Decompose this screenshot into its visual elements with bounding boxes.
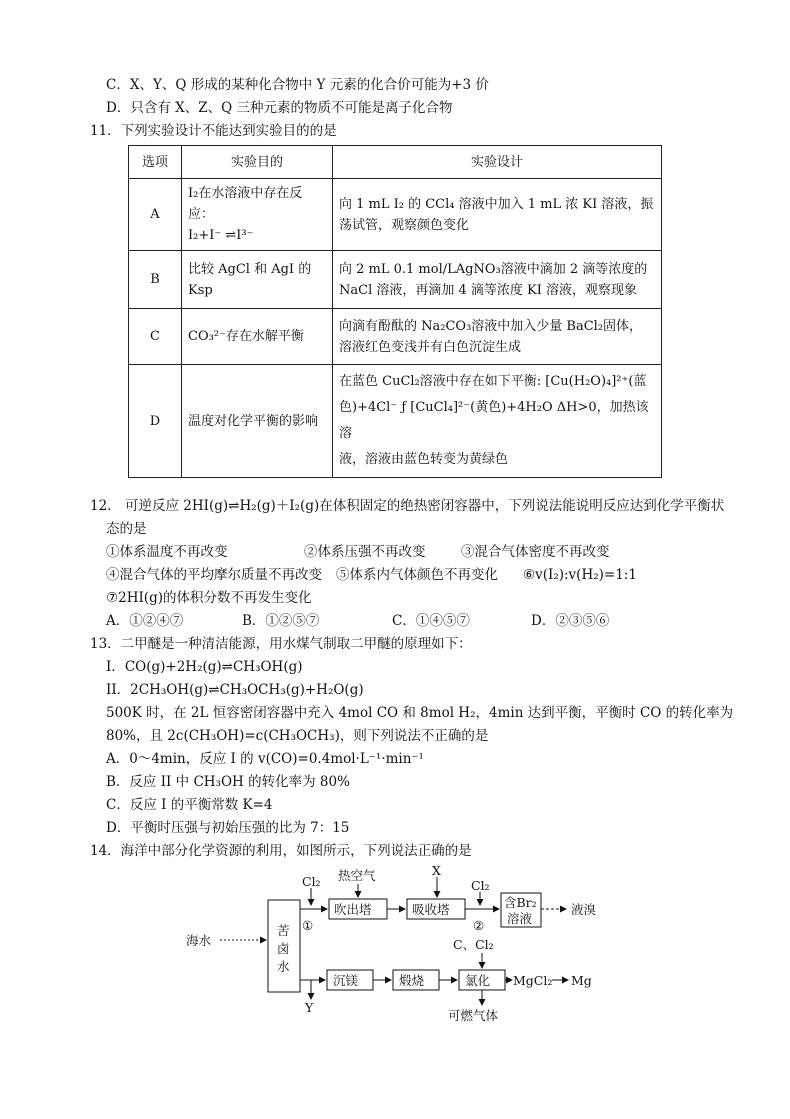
q13-reaction-2: II．2CH₃OH(g)⇌CH₃OCH₃(g)+H₂O(g)	[106, 682, 364, 698]
br-solution-label: 含Br₂	[504, 895, 537, 910]
row-purpose: 比较 AgCl 和 AgI 的 Ksp	[182, 251, 333, 309]
seawater-label: 海水	[186, 933, 212, 948]
table-row	[129, 251, 662, 309]
row-design: 向滴有酚酞的 Na₂CO₃溶液中加入少量 BaCl₂固体， 溶液红色变浅并有白色沉淀生成	[333, 309, 662, 365]
x-label: X	[432, 863, 441, 878]
cl2-label-2: Cl₂	[471, 878, 490, 893]
table-row	[129, 309, 662, 365]
q12-item-4: ④混合气体的平均摩尔质量不再改变	[106, 567, 322, 583]
q13-stem: 13．二甲醚是一种清洁能源，用水煤气制取二甲醚的原理如下：	[90, 636, 472, 652]
q12-stem-line1: 12． 可逆反应 2HI(g)⇌H₂(g)＋I₂(g)在体积固定的绝热密闭容器中，下列说法能说明反应达到化学平衡状	[90, 498, 725, 514]
q12-item-6: ⑥v(I₂):v(H₂)=1:1	[523, 567, 637, 583]
absorb-tower-label: 吸收塔	[412, 902, 450, 917]
liquid-br-label: 液溴	[571, 902, 597, 917]
mg-label: Mg	[571, 973, 592, 988]
row-option: D	[129, 365, 182, 478]
row-design: 向 1 mL I₂ 的 CCl₄ 溶液中加入 1 mL 浓 KI 溶液，振 荡试管，观察颜色变化	[333, 179, 662, 251]
calcine-label: 煅烧	[399, 973, 425, 988]
q10-option-c: C．X、Y、Q 形成的某种化合物中 Y 元素的化合价可能为+3 价	[106, 77, 489, 93]
row-purpose: I₂在水溶液中存在反应： I₂+I⁻ ⇌I³⁻	[182, 179, 333, 251]
brine-label: 苦	[277, 923, 290, 938]
q13-condition-line2: 80%，且 2c(CH₃OH)=c(CH₃OCH₃)，则下列说法不正确的是	[106, 728, 489, 744]
q12-option-a: A．①②④⑦	[106, 613, 184, 629]
q12-option-d: D．②③⑤⑥	[531, 613, 610, 629]
experiment-table	[128, 145, 662, 478]
mgcl2-label: MgCl₂	[513, 973, 553, 988]
q13-option-b: B．反应 II 中 CH₃OH 的转化率为 80%	[106, 774, 350, 790]
br-solution-label: 溶液	[507, 911, 533, 926]
header-purpose: 实验目的	[182, 146, 333, 179]
q13-condition-line1: 500K 时，在 2L 恒容密闭容器中充入 4mol CO 和 8mol H₂，4min 达到平衡，平衡时 CO 的转化率为	[106, 705, 734, 721]
table-row	[129, 365, 662, 478]
q14-stem: 14．海洋中部分化学资源的利用，如图所示，下列说法正确的是	[90, 843, 472, 859]
brine-label: 卤	[277, 941, 290, 956]
blow-tower-label: 吹出塔	[334, 902, 372, 917]
precip-mg-label: 沉镁	[333, 973, 359, 988]
row-purpose: CO₃²⁻存在水解平衡	[182, 309, 333, 365]
q12-item-3: ③混合气体密度不再改变	[461, 544, 610, 560]
q12-item-1: ①体系温度不再改变	[106, 544, 228, 560]
process-flow-diagram	[0, 860, 790, 1030]
step-mark-1: ①	[302, 918, 314, 933]
row-option: A	[129, 179, 182, 251]
q12-item-5: ⑤体系内气体颜色不再变化	[336, 567, 498, 583]
q12-item-7: ⑦2HI(g)的体积分数不再发生变化	[106, 590, 312, 606]
y-label: Y	[305, 1000, 314, 1015]
q12-item-2: ②体系压强不再改变	[304, 544, 426, 560]
header-option: 选项	[129, 146, 182, 179]
header-design: 实验设计	[333, 146, 662, 179]
q11-stem: 11．下列实验设计不能达到实验目的的是	[90, 123, 337, 139]
q12-option-b: B．①②⑤⑦	[242, 613, 320, 629]
brine-label: 水	[277, 959, 290, 974]
chlorinate-label: 氯化	[465, 973, 491, 988]
hot-air-label: 热空气	[338, 868, 376, 883]
q12-option-c: C．①④⑤⑦	[392, 613, 470, 629]
q13-option-c: C．反应 I 的平衡常数 K=4	[106, 797, 273, 813]
row-purpose: 温度对化学平衡的影响	[182, 365, 333, 478]
q13-option-d: D．平衡时压强与初始压强的比为 7：15	[106, 820, 350, 836]
q13-reaction-1: I．CO(g)+2H₂(g)⇌CH₃OH(g)	[106, 659, 303, 675]
table-row	[129, 179, 662, 251]
q10-option-d: D．只含有 X、Z、Q 三种元素的物质不可能是离子化合物	[106, 100, 453, 116]
q13-option-a: A．0～4min，反应 I 的 v(CO)=0.4mol·L⁻¹·min⁻¹	[106, 751, 424, 767]
cl2-label-1: Cl₂	[302, 874, 321, 889]
c-cl2-label: C、Cl₂	[453, 937, 494, 952]
row-option: B	[129, 251, 182, 309]
row-option: C	[129, 309, 182, 365]
row-design: 在蓝色 CuCl₂溶液中存在如下平衡: [Cu(H₂O)₄]²⁺(蓝 色)+4Cl⁻ ƒ [CuCl₄]²⁻(黄色)+4H₂O ΔH>0，加热该溶 液，溶液由蓝色转变为黄绿色	[333, 365, 662, 478]
row-design: 向 2 mL 0.1 mol/LAgNO₃溶液中滴加 2 滴等浓度的 NaCl 溶液，再滴加 4 滴等浓度 KI 溶液，观察现象	[333, 251, 662, 309]
q12-stem-line2: 态的是	[106, 521, 147, 537]
step-mark-2: ②	[473, 918, 485, 933]
combustible-gas-label: 可燃气体	[448, 1008, 499, 1023]
